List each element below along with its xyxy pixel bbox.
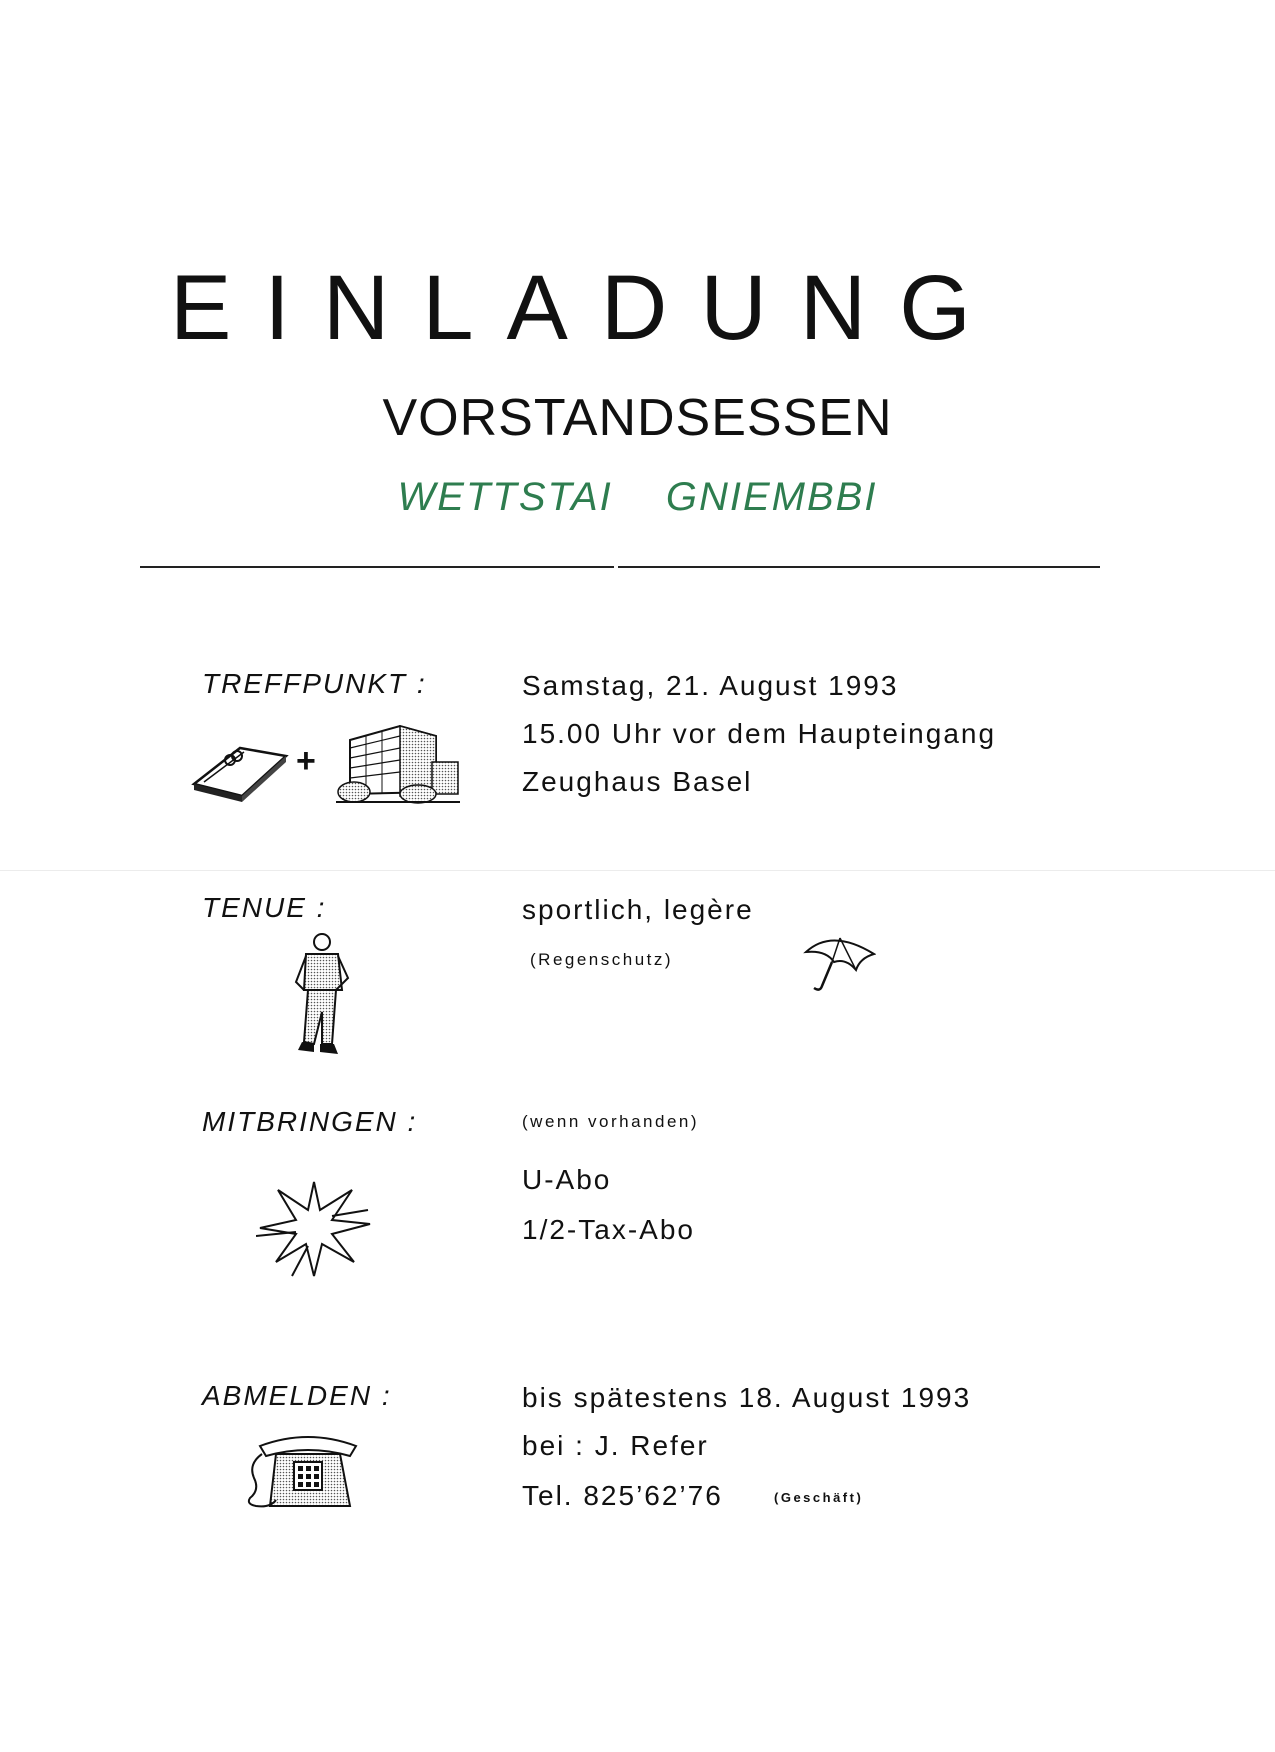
- treffpunkt-date: Samstag, 21. August 1993: [522, 670, 899, 701]
- building-icon: [336, 722, 460, 804]
- group-name: WETTSTAI GNIEMBBI: [397, 475, 878, 519]
- abmelden-phone-note: (Geschäft): [774, 1490, 864, 1505]
- abmelden-deadline: bis spätestens 18. August 1993: [522, 1382, 972, 1413]
- treffpunkt-label: TREFFPUNKT :: [202, 668, 427, 699]
- fold-line: [0, 870, 1275, 871]
- mitbringen-item-2: 1/2-Tax-Abo: [522, 1214, 695, 1245]
- treffpunkt-place: Zeughaus Basel: [522, 766, 753, 797]
- burst-icon: [256, 1176, 372, 1280]
- subtitle: VORSTANDSESSEN: [382, 389, 893, 447]
- tenue-text: sportlich, legère: [522, 894, 754, 925]
- mitbringen-note: (wenn vorhanden): [522, 1112, 700, 1131]
- plus-sign: +: [296, 742, 316, 780]
- treffpunkt-time: 15.00 Uhr vor dem Haupteingang: [522, 718, 997, 749]
- tenue-note: (Regenschutz): [530, 950, 674, 969]
- abmelden-phone: Tel. 825’62’76: [522, 1480, 723, 1511]
- divider-left: [140, 566, 614, 568]
- divider-right: [618, 566, 1100, 568]
- mitbringen-item-1: U-Abo: [522, 1164, 612, 1195]
- page-title: EINLADUNG: [170, 257, 1004, 359]
- calendar-icon: [190, 740, 290, 804]
- abmelden-label: ABMELDEN :: [202, 1380, 392, 1411]
- person-icon: [292, 932, 354, 1058]
- mitbringen-label: MITBRINGEN :: [202, 1106, 418, 1137]
- umbrella-icon: [802, 932, 876, 996]
- abmelden-contact: bei : J. Refer: [522, 1430, 709, 1461]
- tenue-label: TENUE :: [202, 892, 327, 923]
- telephone-icon: [246, 1432, 370, 1512]
